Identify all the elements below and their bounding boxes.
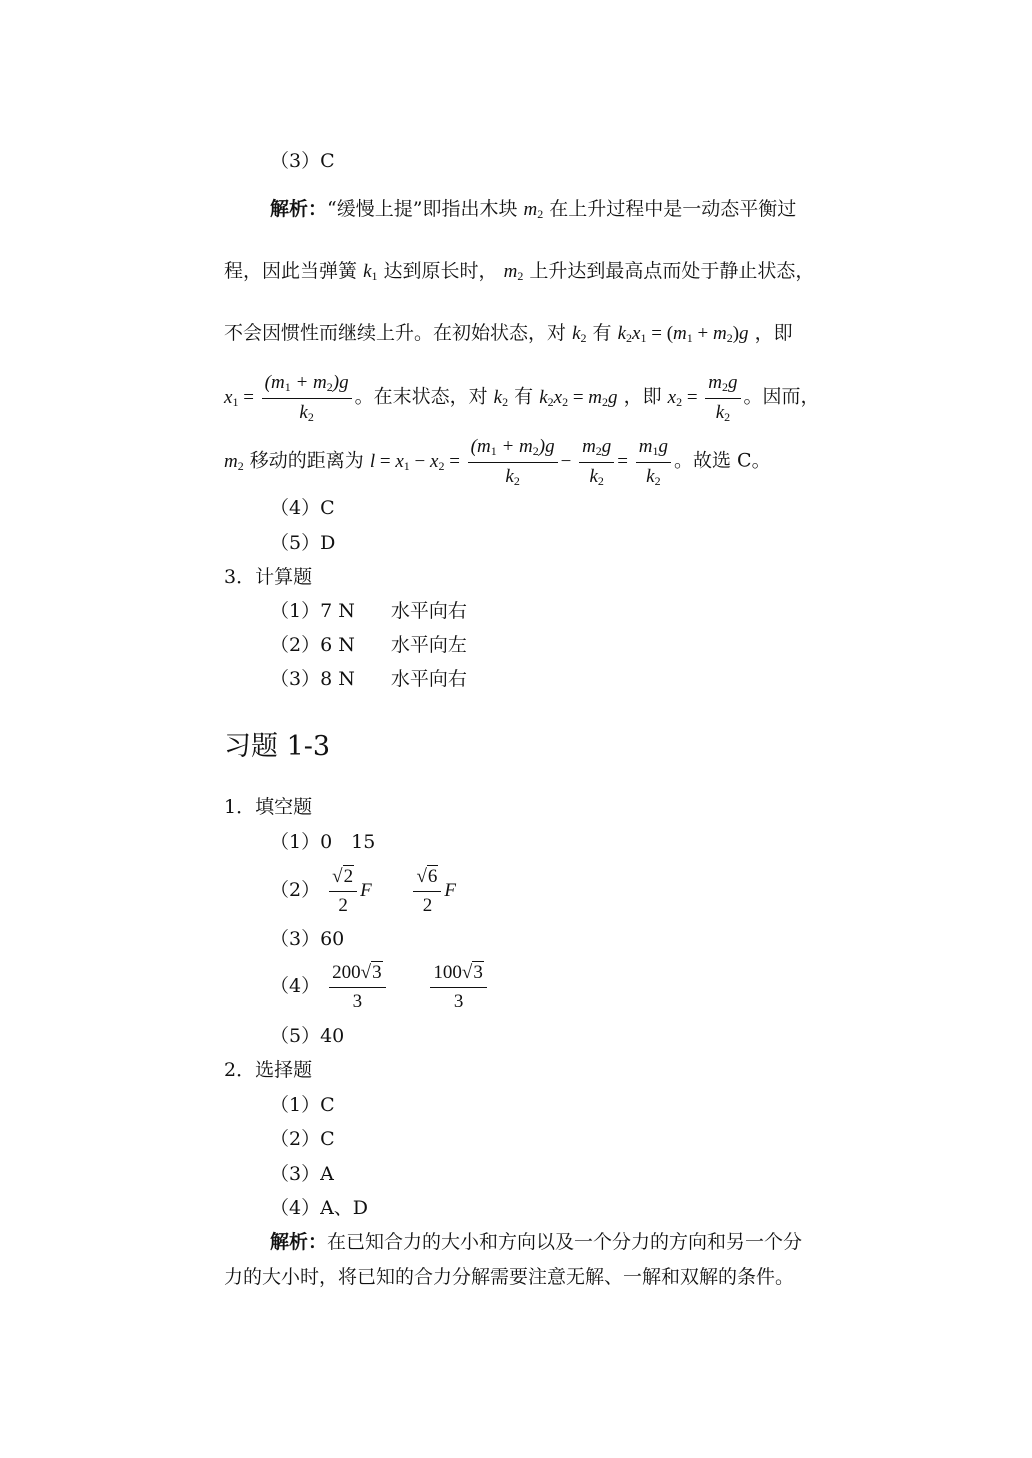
answer-item-4: （4）C — [270, 497, 335, 519]
calc-item-value: （2）6 N — [270, 634, 355, 656]
fill-item-number: （2） — [270, 879, 321, 902]
analysis-text: 在已知合力的大小和方向以及一个分力的方向和另一个分 — [327, 1231, 803, 1253]
math-m2: $m_2$ — [523, 199, 544, 221]
equation-initial: $k_2x_1 = (m_1 + m_2)g$ — [617, 323, 749, 345]
answer-item-5: （5）D — [270, 532, 336, 554]
analysis-text: 程，因此当弹簧 — [224, 260, 358, 282]
analysis-text: ，即 — [754, 322, 793, 344]
answer-item-3: （3）C — [270, 150, 335, 172]
calc-item-direction: 水平向左 — [390, 634, 467, 656]
fill-item-number: （4） — [270, 975, 321, 998]
choice-item-3: （3）A — [270, 1163, 334, 1185]
fraction-sqrt2-over-2-F: $\frac{√2}{2}$ F — [326, 880, 376, 901]
math-m2: $m_2$ — [503, 261, 524, 283]
analysis-text: ，即 — [623, 385, 662, 408]
math-k1: $k_1$ — [363, 261, 378, 283]
analysis-text: 移动的距离为 — [249, 449, 364, 472]
fraction-sqrt6-over-2-F: $\frac{√6}{2}$ F — [410, 880, 456, 901]
equation-x2: $x_2$ = $\frac{m_2g}{k_2}$ — [668, 387, 744, 408]
analysis-text: 在上升过程中是一动态平衡过 — [549, 198, 797, 220]
analysis-text: 上升达到最高点而处于静止状态， — [529, 260, 815, 282]
math-m2: $m_2$ — [224, 450, 244, 473]
fill-heading: 1．填空题 — [224, 796, 313, 818]
calc-item-direction: 水平向右 — [390, 668, 467, 690]
analysis-line-5 — [224, 436, 771, 489]
analysis-label: 解析： — [270, 1231, 328, 1253]
choice-item-4: （4）A、D — [270, 1197, 369, 1219]
analysis-text: 。因而， — [743, 385, 820, 408]
analysis-line-4 — [224, 372, 820, 425]
calc-item-value: （3）8 N — [270, 668, 355, 690]
calc-item-3 — [270, 670, 467, 689]
choice-item-1: （1）C — [270, 1094, 335, 1116]
equation-x1: $x_1$ = $\frac{(m_1 + m_2)g}{k_2}$ — [224, 387, 355, 408]
analysis-text: 。在末状态，对 — [354, 385, 488, 408]
calc-item-1 — [270, 602, 467, 621]
analysis-text: 达到原长时， — [383, 260, 498, 282]
analysis-line-1 — [270, 200, 796, 220]
math-k2: $k_2$ — [572, 323, 587, 345]
fraction-100sqrt3-over-3: $\frac{100√3}{3}$ — [427, 976, 489, 997]
calc-item-value: （1）7 N — [270, 600, 355, 622]
analysis-label: 解析： — [270, 198, 328, 220]
math-k2: $k_2$ — [493, 386, 509, 409]
choice-analysis-line-1 — [270, 1233, 802, 1252]
analysis-text: 不会因惯性而继续上升。在初始状态，对 — [224, 322, 567, 344]
choice-analysis-line-2: 力的大小时，将已知的合力分解需要注意无解、一解和双解的条件。 — [224, 1266, 795, 1288]
choice-heading: 2．选择题 — [224, 1059, 313, 1081]
analysis-text: “缓慢上提”即指出木块 — [327, 198, 518, 220]
fill-item-2 — [270, 866, 456, 917]
analysis-text: 有 — [592, 322, 612, 344]
choice-item-2: （2）C — [270, 1128, 335, 1150]
analysis-text: 有 — [514, 385, 534, 408]
equation-distance: $l = x_1 - x_2$ = $\frac{(m_1 + m_2)g}{k_2}$ − $\frac{m_2g}{k_2}$ = $\frac{m_1g}{k_2}$ — [370, 451, 674, 472]
analysis-line-3 — [224, 324, 793, 344]
fraction-200sqrt3-over-3: $\frac{200√3}{3}$ — [326, 976, 393, 997]
calc-heading: 3．计算题 — [224, 566, 313, 588]
fill-item-1: （1）0 15 — [270, 831, 376, 853]
analysis-line-2 — [224, 262, 814, 282]
calc-item-2 — [270, 636, 467, 655]
fill-item-3: （3）60 — [270, 928, 345, 950]
section-title: 习题 1-3 — [224, 731, 331, 762]
equation-final: $k_2x_2 = m_2g$ — [539, 386, 618, 409]
calc-item-direction: 水平向右 — [390, 600, 467, 622]
analysis-text: 。故选 C。 — [674, 449, 771, 472]
fill-item-5: （5）40 — [270, 1025, 345, 1047]
fill-item-4 — [270, 962, 490, 1013]
